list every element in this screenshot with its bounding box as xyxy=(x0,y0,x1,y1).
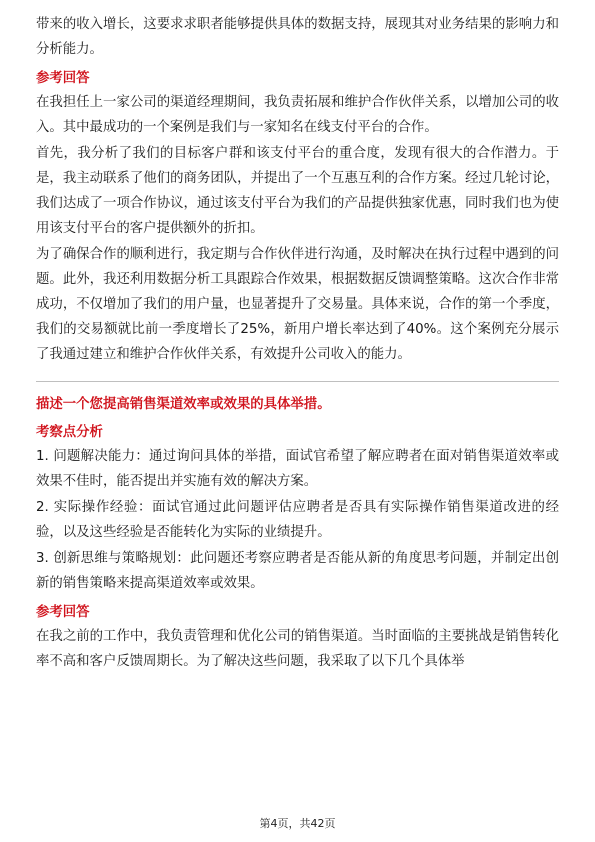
question-title: 描述一个您提高销售渠道效率或效果的具体举措。 xyxy=(36,397,331,412)
answer-label: 参考回答 xyxy=(36,71,90,86)
answer-paragraph: 为了确保合作的顺利进行，我定期与合作伙伴进行沟通，及时解决在执行过程中遇到的问题。此外，我还利用数据分析工具跟踪合作效果，根据数据反馈调整策略。这次合作非常成功，不仅增加了我们的用户量，也显著提升了交易量。具体来说，合作的第一个季度，我们的交易额就比前一季度增长了25%，新用户增长率达到了40%。这个案例充分展示了我通过建立和维护合作伙伴关系，有效提升公司收入的能力。 xyxy=(36,247,559,362)
analysis-item: 3. 创新思维与策略规划：此问题还考察应聘者是否能从新的角度思考问题，并制定出创新的销售策略来提高渠道效率或效果。 xyxy=(36,551,559,591)
analysis-item: 2. 实际操作经验：面试官通过此问题评估应聘者是否具有实际操作销售渠道改进的经验，以及这些经验是否能转化为实际的业绩提升。 xyxy=(36,500,559,540)
intro-paragraph: 带来的收入增长，这要求求职者能够提供具体的数据支持，展现其对业务结果的影响力和分析能力。 xyxy=(36,17,559,57)
analysis-item: 1. 问题解决能力：通过询问具体的举措，面试官希望了解应聘者在面对销售渠道效率或效果不佳时，能否提出并实施有效的解决方案。 xyxy=(36,449,559,489)
answer-label: 参考回答 xyxy=(36,605,90,620)
answer-paragraph: 在我担任上一家公司的渠道经理期间，我负责拓展和维护合作伙伴关系，以增加公司的收入。其中最成功的一个案例是我们与一家知名在线支付平台的合作。 xyxy=(36,95,559,135)
document-page xyxy=(36,12,559,674)
section-divider xyxy=(36,381,559,382)
answer-paragraph: 首先，我分析了我们的目标客户群和该支付平台的重合度，发现有很大的合作潜力。于是，我主动联系了他们的商务团队，并提出了一个互惠互利的合作方案。经过几轮讨论，我们达成了一项合作协议，通过该支付平台为我们的产品提供独家优惠，同时我们也为使用该支付平台的客户提供额外的折扣。 xyxy=(36,146,559,236)
page-number: 第4页，共42页 xyxy=(259,817,336,830)
analysis-label: 考察点分析 xyxy=(36,425,103,440)
answer-paragraph: 在我之前的工作中，我负责管理和优化公司的销售渠道。当时面临的主要挑战是销售转化率不高和客户反馈周期长。为了解决这些问题，我采取了以下几个具体举 xyxy=(36,629,559,669)
